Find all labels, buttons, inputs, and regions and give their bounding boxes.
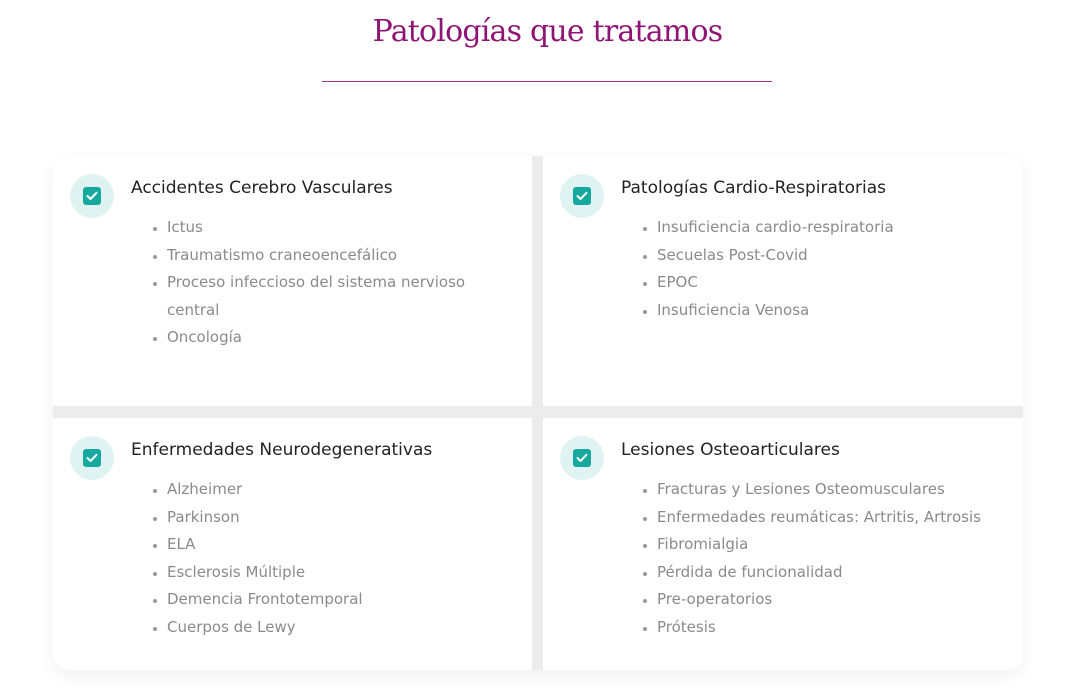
list-item: • Parkinson [167,504,507,532]
checkbox-checked-icon [560,436,604,480]
pathologies-grid [53,156,1023,670]
card-cardio-respiratory [543,156,1023,406]
pathology-list [149,214,507,352]
checkbox-checked-icon [560,174,604,218]
checkbox-checked-icon [70,436,114,480]
list-item: • EPOC [657,269,1007,297]
list-item: • Demencia Frontotemporal [167,586,507,614]
checkbox-checked-icon [70,174,114,218]
list-item: • Enfermedades reumáticas: Artritis, Artrosis [657,504,1007,532]
card-title: Lesiones Osteoarticulares [621,440,840,460]
card-title: Accidentes Cerebro Vasculares [131,178,393,198]
title-divider [322,81,772,82]
list-item: • Esclerosis Múltiple [167,559,507,587]
list-item: • Cuerpos de Lewy [167,614,507,642]
pathology-list [639,476,1007,641]
list-item: • Prótesis [657,614,1007,642]
card-title: Patologías Cardio-Respiratorias [621,178,886,198]
card-cerebrovascular [53,156,532,406]
list-item: • Pérdida de funcionalidad [657,559,1007,587]
card-neurodegenerative [53,418,532,670]
list-item: • ELA [167,531,507,559]
list-item: • Insuficiencia Venosa [657,297,1007,325]
card-title: Enfermedades Neurodegenerativas [131,440,433,460]
list-item: • Fibromialgia [657,531,1007,559]
pathology-list [639,214,1007,324]
list-item: • Ictus [167,214,507,242]
list-item: • Traumatismo craneoencefálico [167,242,507,270]
pathology-list [149,476,507,641]
list-item: • Alzheimer [167,476,507,504]
list-item: • Proceso infeccioso del sistema nervioso central [167,269,507,324]
list-item: • Secuelas Post-Covid [657,242,1007,270]
list-item: • Insuficiencia cardio-respiratoria [657,214,1007,242]
list-item: • Pre-operatorios [657,586,1007,614]
list-item: • Fracturas y Lesiones Osteomusculares [657,476,1007,504]
card-osteoarticular [543,418,1023,670]
section-title: Patologías que tratamos [372,14,723,49]
list-item: • Oncología [167,324,507,352]
